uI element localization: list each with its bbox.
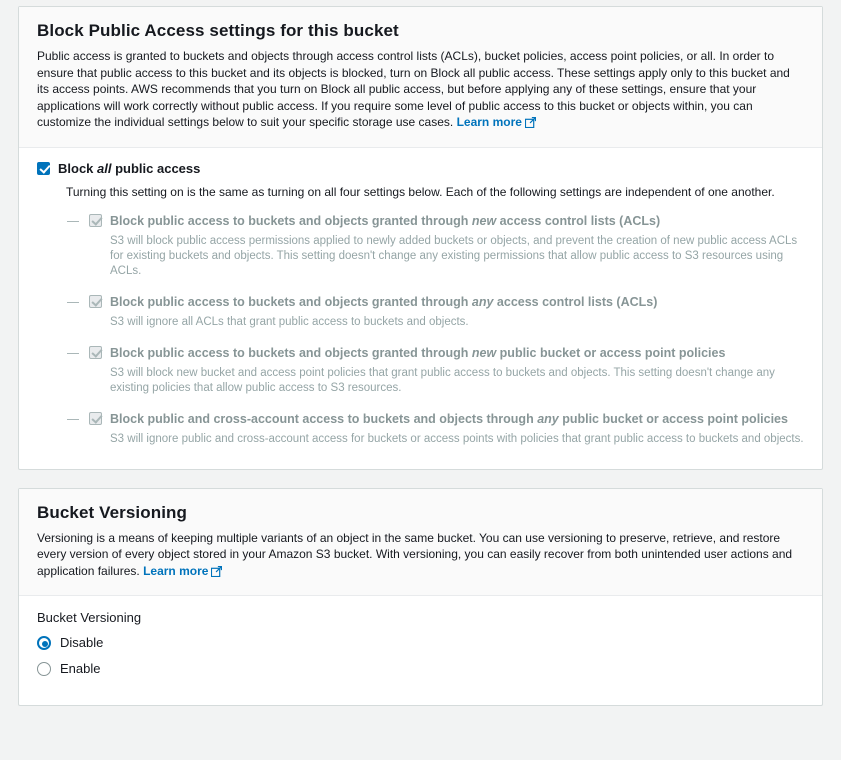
tree-elbow-icon — [67, 221, 79, 222]
sub-setting-any-acls-description: S3 will ignore all ACLs that grant public access to buckets and objects. — [110, 315, 469, 328]
block-public-access-card — [18, 6, 823, 470]
sub-setting-new-acls-description: S3 will block public access permissions applied to newly added buckets or objects, and prevent the creation of new public access ACLs for existing buckets and objects. This setting doesn't change any existing permissions that allow public access to S3 resources using ACLs. — [110, 234, 798, 277]
sub-setting-new-acls-label — [110, 214, 660, 229]
block-public-access-description-text: Public access is granted to buckets and objects through access control lists (ACLs), bucket policies, access point policies, or all. In order to ensure that public access to this bucket and its objects is blocked, turn on Block all public access. These settings apply only to this bucket and its access points. AWS recommends that you turn on Block all public access, but before applying any of these settings, ensure that your applications will work correctly without public access. If you require some level of public access to this bucket or objects within, you can customize the individual settings below to suit your specific storage use cases. — [37, 49, 790, 129]
tree-elbow-icon — [67, 419, 79, 420]
versioning-disable-label: Disable — [60, 635, 104, 650]
label-pre: Block public access to buckets and objects granted through — [110, 213, 472, 228]
external-link-icon — [525, 116, 536, 133]
label-post: access control lists (ACLs) — [496, 213, 661, 228]
learn-more-link-bpa[interactable] — [457, 115, 536, 129]
sub-setting-any-policies — [67, 412, 804, 447]
versioning-enable-label: Enable — [60, 661, 101, 676]
sub-setting-any-acls-label — [110, 295, 657, 310]
bucket-versioning-title: Bucket Versioning — [37, 502, 188, 522]
learn-more-label: Learn more — [456, 115, 522, 129]
tree-elbow-icon — [67, 302, 79, 303]
block-public-access-body — [19, 148, 822, 469]
block-all-label-emphasis: all — [97, 160, 112, 176]
label-post: public bucket or access point policies — [496, 345, 726, 360]
label-pre: Block public access to buckets and objects granted through — [110, 345, 472, 360]
sub-settings-list — [67, 214, 804, 447]
sub-setting-new-policies-checkbox[interactable] — [89, 346, 102, 359]
sub-setting-any-policies-checkbox[interactable] — [89, 412, 102, 425]
sub-setting-new-policies-label — [110, 346, 725, 361]
block-all-public-access-label — [58, 162, 200, 176]
sub-setting-any-acls-checkbox[interactable] — [89, 295, 102, 308]
block-public-access-description — [37, 48, 804, 133]
sub-setting-row[interactable] — [89, 295, 804, 310]
versioning-disable-radio[interactable] — [37, 636, 51, 650]
sub-setting-row[interactable] — [89, 346, 804, 361]
versioning-option-disable[interactable] — [37, 635, 804, 650]
label-pre: Block public and cross-account access to buckets and objects through — [110, 411, 538, 426]
check-icon — [91, 412, 102, 423]
check-icon — [91, 346, 102, 357]
bucket-versioning-header — [19, 489, 822, 597]
block-all-public-access-checkbox[interactable] — [37, 162, 50, 175]
sub-setting-any-policies-description: S3 will ignore public and cross-account access for buckets or access points with policies that grant public access to buckets and objects. — [110, 432, 804, 445]
check-icon — [91, 214, 102, 225]
sub-setting-any-policies-label — [110, 412, 788, 427]
sub-setting-new-acls — [67, 214, 804, 279]
label-emphasis: new — [471, 345, 497, 360]
label-pre: Block public access to buckets and objects granted through — [110, 294, 472, 309]
bucket-versioning-body — [19, 596, 822, 705]
external-link-icon — [211, 565, 222, 582]
sub-setting-row[interactable] — [89, 214, 804, 229]
bucket-versioning-card — [18, 488, 823, 707]
sub-setting-new-acls-checkbox[interactable] — [89, 214, 102, 227]
sub-setting-new-policies-description: S3 will block new bucket and access point policies that grant public access to buckets and objects. This setting doesn't change any existing policies that allow public access to S3 resources. — [110, 366, 775, 394]
block-all-public-access-description: Turning this setting on is the same as turning on all four settings below. Each of the following settings are independent of one another. — [66, 184, 775, 199]
sub-setting-new-policies — [67, 346, 804, 396]
block-public-access-header — [19, 7, 822, 148]
sub-setting-any-acls — [67, 295, 804, 330]
bucket-versioning-field-label: Bucket Versioning — [37, 610, 142, 625]
learn-more-label: Learn more — [143, 563, 209, 578]
block-all-label-post: public access — [111, 160, 201, 176]
label-emphasis: any — [471, 294, 494, 309]
versioning-enable-radio[interactable] — [37, 662, 51, 676]
label-post: access control lists (ACLs) — [493, 294, 658, 309]
s3-bucket-settings-page — [0, 6, 841, 706]
check-icon — [91, 295, 102, 306]
block-all-label-pre: Block — [58, 160, 98, 176]
bucket-versioning-description — [37, 530, 804, 582]
check-icon — [39, 162, 50, 173]
label-emphasis: new — [471, 213, 497, 228]
block-all-public-access-row[interactable] — [37, 162, 804, 176]
page-title: Block Public Access settings for this bucket — [37, 21, 399, 40]
bucket-versioning-description-text: Versioning is a means of keeping multiple variants of an object in the same bucket. You can use versioning to preserve, retrieve, and restore every version of every object stored in your Amazon S3 bucket. With versioning, you can easily recover from both unintended user actions and application failures. — [37, 530, 793, 578]
learn-more-link-versioning[interactable] — [143, 564, 222, 578]
versioning-option-enable[interactable] — [37, 661, 804, 676]
label-post: public bucket or access point policies — [558, 411, 788, 426]
label-emphasis: any — [537, 411, 559, 426]
tree-elbow-icon — [67, 353, 79, 354]
sub-setting-row[interactable] — [89, 412, 804, 427]
